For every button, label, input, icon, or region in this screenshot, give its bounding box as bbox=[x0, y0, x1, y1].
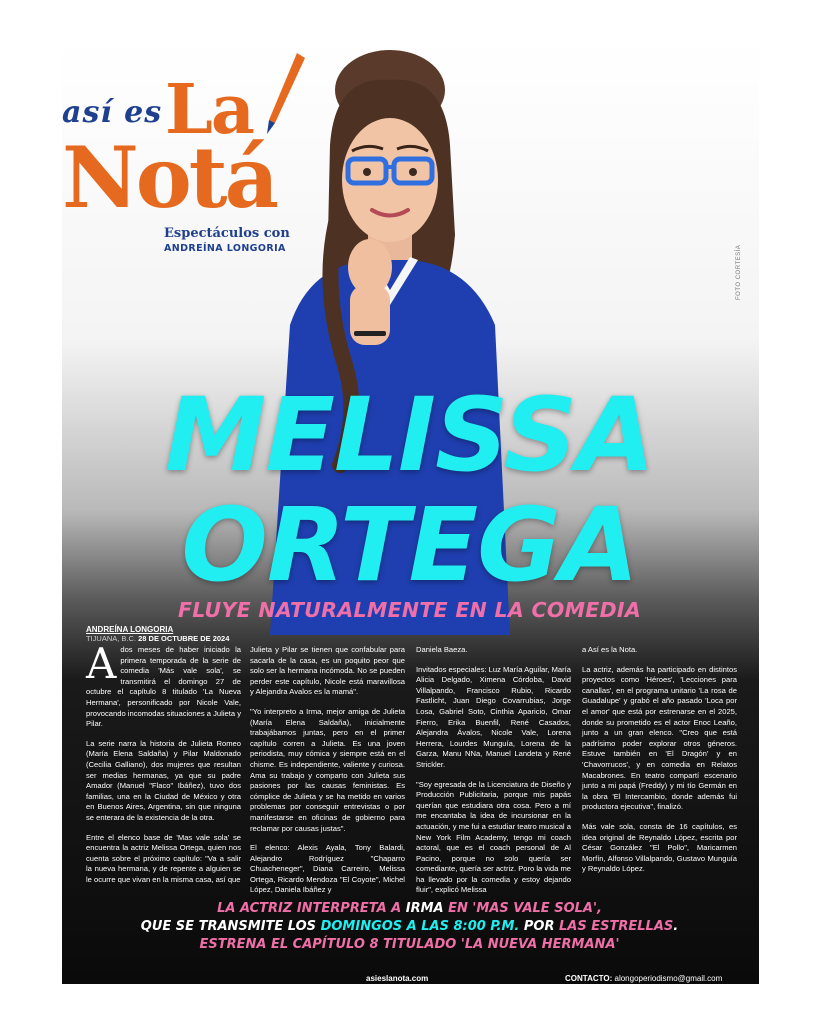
logo-nota-text: Notá bbox=[62, 128, 277, 227]
article-column-4 bbox=[582, 645, 737, 884]
article-paragraph: "Soy egresada de la Licenciatura de Diseño y Producción Publicitaria, porque mis papás querían que estudiara otra cosa. Pero a mí me encantaba la idea de incursionar en la actuación, y me fui a estudiar teatro musical a New York Film Academy, tengo mi coach actoral, que es el coach personal de Al Pacino, porque no solo quería ser comediante, quería ser actriz. Poro la vida me ha llevado por la comedia y estoy dejando fluir", explicó Melissa bbox=[416, 779, 571, 895]
pen-icon bbox=[257, 48, 307, 138]
logo-subtitle: Espectáculos con bbox=[164, 226, 290, 241]
drop-cap: A bbox=[86, 639, 117, 688]
article-paragraph: Invitados especiales: Luz María Aguilar, María Alicia Delgado, Ximena Córdoba, David Villalpando, Francisco Rubio, Ricardo Fastlicht, Juan Diego Covarrubias, Jorge Losa, Gabriel Soto, Cinthia Aparicio, Omar Fierro, Erika Buenfil, René Casados, Alejandra Ávalos, Nicole Vale, Lorena Herrera, Lourdes Munguía, Lorena de la Garza, Manu NNa, Manuel Landeta y René Strickler. bbox=[416, 664, 571, 769]
byline-date: 28 DE OCTUBRE DE 2024 bbox=[138, 634, 230, 643]
article-paragraph: a Así es la Nota. bbox=[582, 645, 638, 654]
article-column-2 bbox=[250, 645, 405, 905]
article-column-3 bbox=[416, 645, 571, 905]
article-paragraph: El elenco: Alexis Ayala, Tony Balardi, Alejandro Rodríguez "Chaparro Chuacheneger", Diana Carreiro, Melissa Ortega, Ricardo Mendoza "El Coyote", Michel López, Daniela Ibáñez y bbox=[250, 843, 405, 895]
subheadline: FLUYE NATURALMENTE EN LA COMEDIA bbox=[177, 598, 641, 622]
byline-place: TIJUANA, B.C. bbox=[86, 634, 137, 643]
banner-line-2: QUE SE TRANSMITE LOS DOMINGOS A LAS 8:00 P.M. POR LAS ESTRELLAS. bbox=[140, 919, 679, 934]
article-paragraph: Julieta y Pilar se tienen que confabular para sacarla de la casa, es un poquito peor que solo ser la hermana incómoda. No se pueden perder este capítulo, Nicole está maravillosa y Alejandra Avalos es la mamá". bbox=[250, 645, 405, 697]
article-paragraph: La actriz, además ha participado en distintos proyectos como 'Héroes', 'Lecciones para canallas', en el programa unitario 'La rosa de Guadalupe' y grabó el año pasado 'Loca por el amor' que está por estrenarse en el 2025, donde su prometido es el actor Enoc Leaño, junto a un gran elenco. "Creo que está padrísimo poder explorar otros géneros. Estuve también en 'El Dragón' y en 'Chavorrucos', y en comedia en Relatos Macabrones. En teatro compartí escenario junto a mi papá (Freddy) y mi tío Germán en la obra 'El Intercambio, donde además fui productora ejecutiva", finalizó. bbox=[582, 664, 737, 812]
logo-author: ANDREÍNA LONGORIA bbox=[164, 243, 286, 254]
banner-line-3: ESTRENA EL CAPÍTULO 8 TITULADO 'LA NUEVA HERMANA' bbox=[199, 937, 620, 952]
article-paragraph: Entre el elenco base de 'Mas vale sola' se encuentra la actriz Melissa Ortega, quien nos cuenta sobre el próximo capítulo: "Va a salir la nueva hermana, y de repente a alguien se le ocurre que vivan en la misma casa, así que bbox=[86, 832, 241, 884]
article-paragraph: La serie narra la historia de Julieta Romeo (María Elena Saldaña) y Pilar Maldonado (Cecilia Galliano), dos mujeres que resultan ser medias hermanas, ya que su padre Amador (Manuel "Flaco" Ibáñez), tuvo dos familias, una en la Ciudad de México y otra en Buenos Aires, Argentina, sin que ninguna se enterara de la existencia de la otra. bbox=[86, 738, 241, 822]
headline-first-name: MELISSA bbox=[164, 376, 655, 495]
contact-email: alongoperiodismo@gmail.com bbox=[614, 974, 723, 983]
logo-asi-es-text: así es bbox=[62, 95, 163, 130]
photo-credit: FOTO CORTESÍA bbox=[736, 244, 742, 300]
banner-line-1: LA ACTRIZ INTERPRETA A IRMA EN 'MAS VALE SOLA', bbox=[217, 901, 602, 916]
asi-es-la-nota-logo bbox=[62, 40, 312, 265]
byline-author: ANDREÍNA LONGORIA bbox=[86, 625, 174, 634]
contact-label: CONTACTO: bbox=[565, 974, 613, 983]
footer-contact bbox=[565, 974, 722, 983]
article-paragraph: Más vale sola, consta de 16 capítulos, es idea original de Reynaldo López, escrita por César González "El Pollo", Maricarmen Morfín, Alfonso Villalpando, Gustavo Munguía y Reynaldo López. bbox=[582, 821, 737, 874]
article-paragraph: Ados meses de haber iniciado la primera temporada de la serie de comedia 'Más vale sola', se transmitirá el domingo 27 de octubre el capítulo 8 titulado 'La Nueva Hermana', personificado por Nicole Vale, provocando incomodas situaciones a Julieta y Pilar. bbox=[86, 639, 241, 729]
headline-last-name: ORTEGA bbox=[181, 486, 638, 605]
footer-website: asieslanota.com bbox=[366, 974, 429, 983]
logo-la-text: La bbox=[165, 70, 253, 150]
article-paragraph: Daniela Baeza. bbox=[416, 645, 468, 654]
article-paragraph: "Yo interpreto a Irma, mejor amiga de Julieta (María Elena Saldaña), inicialmente trabajábamos juntas, pero en el primer capítulo corren a Julieta. Es una joven periodista, muy cómica y siempre está en el chisme. Es independiente, valiente y curiosa. Ama su trabajo y comparto con Julieta sus pasiones por las causas feministas. Es cómplice de Julieta y se ha metido en varios problemas por conseguir entrevistas o por manifestarse en oficinas de gobierno para reclamar por causas justas". bbox=[250, 706, 405, 833]
article-column-1 bbox=[86, 639, 241, 894]
